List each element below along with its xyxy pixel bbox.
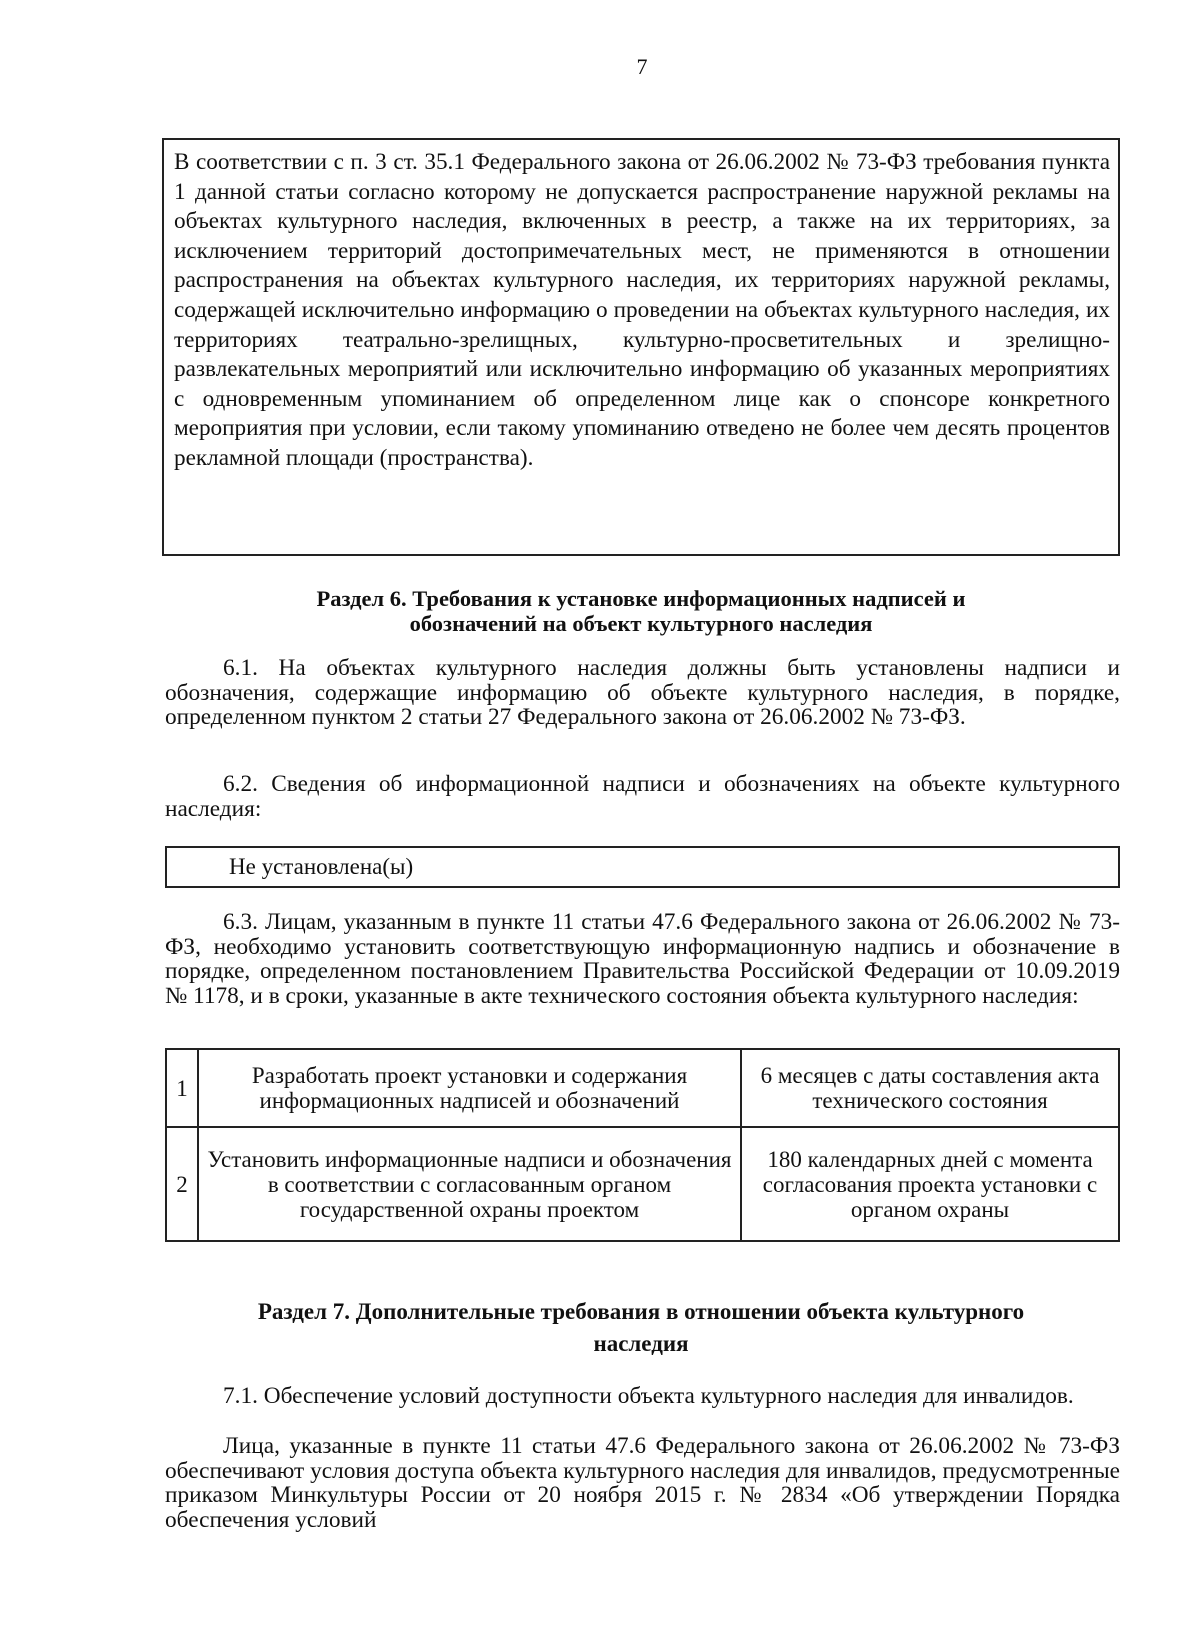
section-7-heading-line-1: Раздел 7. Дополнительные требования в отношении объекта культурного: [257, 1299, 1025, 1324]
section-6-heading-line-1: Раздел 6. Требования к установке информационных надписей и: [316, 586, 966, 611]
section-6-heading-line-2: обозначений на объект культурного наследия: [409, 611, 873, 636]
row-deadline: 180 календарных дней с момента согласования проекта установки с органом охраны: [741, 1127, 1119, 1241]
inscription-status-box: Не установлена(ы): [165, 846, 1120, 888]
requirements-table: [165, 1048, 1120, 1242]
paragraph-6-1: 6.1. На объектах культурного наследия должны быть установлены надписи и обозначения, содержащие информацию об объекте культурного наследия, в порядке, определенном пунктом 2 статьи 27 Федерального закона от 26.06.2002 № 73-ФЗ.: [165, 655, 1120, 731]
paragraph-7-1: 7.1. Обеспечение условий доступности объекта культурного наследия для инвалидов.: [223, 1383, 1074, 1409]
row-task: Разработать проект установки и содержания информационных надписей и обозначений: [198, 1049, 741, 1127]
table-row: [166, 1049, 1119, 1127]
section-7-heading: [162, 1296, 1120, 1360]
row-number: 2: [166, 1127, 198, 1241]
table-row: [166, 1127, 1119, 1241]
page-number: 7: [636, 54, 648, 79]
advertising-rules-box: В соответствии с п. 3 ст. 35.1 Федерального закона от 26.06.2002 № 73-ФЗ требования пункта 1 данной статьи согласно которому не допускается распространение наружной рекламы на объектах культурного наследия, включенных в реестр, а также на их территориях, за исключением территорий достопримечательных мест, не применяются в отношении распространения на объектах культурного наследия, их территориях наружной рекламы, содержащей исключительно информацию о проведении на объектах культурного наследия, их территориях театрально-зрелищных, культурно-просветительных и зрелищно-развлекательных мероприятий или исключительно информацию об указанных мероприятиях с одновременным упоминанием об определенном лице как о спонсоре конкретного мероприятия при условии, если такому упоминанию отведено не более чем десять процентов рекламной площади (пространства).: [162, 138, 1120, 556]
section-6-heading: [162, 586, 1120, 636]
paragraph-6-3: 6.3. Лицам, указанным в пункте 11 статьи 47.6 Федерального закона от 26.06.2002 № 73-ФЗ, необходимо установить соответствующую информационную надпись и обозначение в порядке, определенном постановлением Правительства Российской Федерации от 10.09.2019 № 1178, и в сроки, указанные в акте технического состояния объекта культурного наследия:: [165, 909, 1120, 1009]
row-task: Установить информационные надписи и обозначения в соответствии с согласованным органом государственной охраны проектом: [198, 1127, 741, 1241]
row-deadline: 6 месяцев с даты составления акта технического состояния: [741, 1049, 1119, 1127]
row-number: 1: [166, 1049, 198, 1127]
paragraph-7-1-continued: Лица, указанные в пункте 11 статьи 47.6 Федерального закона от 26.06.2002 № 73-ФЗ обеспечивают условия доступа объекта культурного наследия для инвалидов, предусмотренные приказом Минкультуры России от 20 ноября 2015 г. № 2834 «Об утверждении Порядка обеспечения условий: [165, 1433, 1120, 1533]
paragraph-6-2: 6.2. Сведения об информационной надписи и обозначениях на объекте культурного наследия:: [165, 771, 1120, 822]
section-7-heading-line-2: наследия: [593, 1331, 689, 1356]
